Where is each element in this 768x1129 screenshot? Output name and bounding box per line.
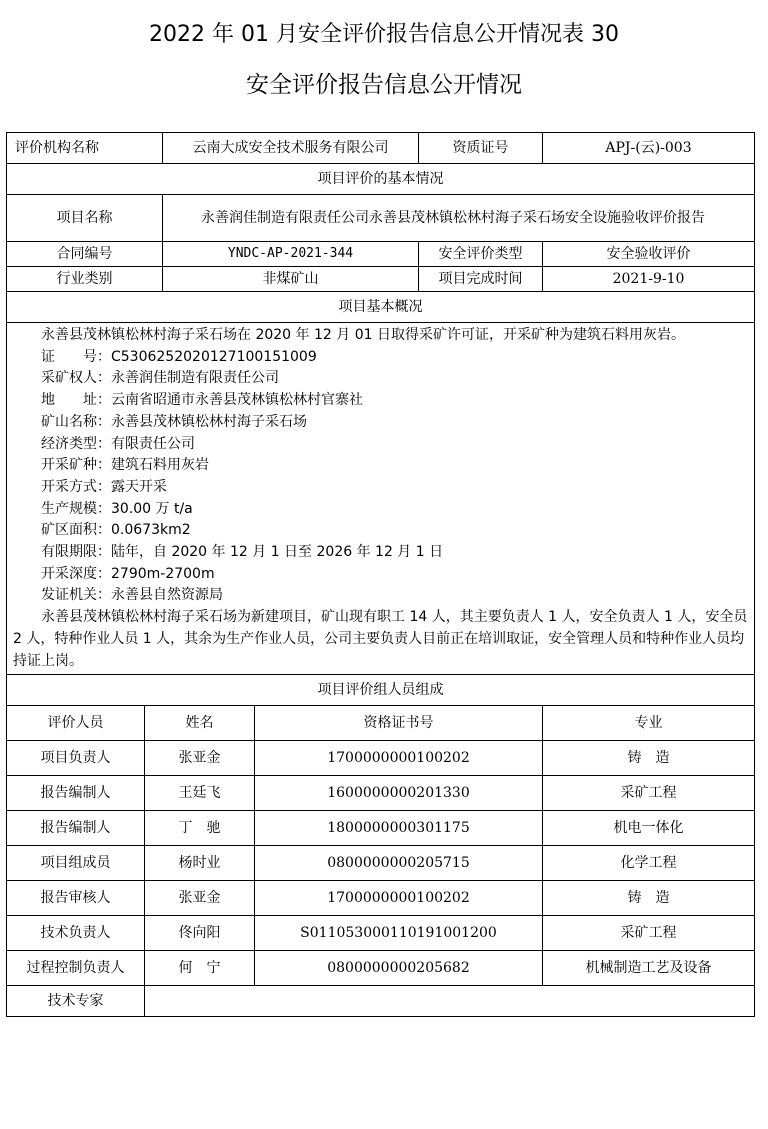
industry-value: 非煤矿山 [163,267,419,292]
overview-field: 经济类型：有限责任公司 [41,435,195,452]
team-cert: 0800000000205715 [255,846,543,881]
finish-label: 项目完成时间 [419,267,543,292]
team-role: 技术负责人 [7,916,145,951]
finish-value: 2021-9-10 [543,267,755,292]
team-section-row [7,675,755,706]
team-role: 报告编制人 [7,811,145,846]
team-header-name: 姓名 [145,706,255,741]
team-major: 机电一体化 [543,811,755,846]
overview-field: 证 号：C5306252020127100151009 [41,348,317,365]
overview-section-title: 项目基本概况 [7,292,755,323]
cert-label: 资质证号 [419,133,543,164]
team-major: 采矿工程 [543,776,755,811]
overview-intro: 永善县茂林镇松林村海子采石场在 2020 年 12 月 01 日取得采矿许可证，开采矿种为建筑石料用灰岩。 [41,327,685,343]
cert-value: APJ-(云)-003 [543,133,755,164]
overview-body-row [7,323,755,675]
org-row [7,133,755,164]
contract-label: 合同编号 [7,242,163,267]
document-title: 2022 年 01 月安全评价报告信息公开情况表 30 [149,22,619,47]
team-major: 铸 造 [543,881,755,916]
overview-field: 发证机关：永善县自然资源局 [41,587,223,604]
team-role: 项目负责人 [7,741,145,776]
team-row [7,846,755,881]
team-role: 项目组成员 [7,846,145,881]
disclosure-table [6,132,755,1017]
team-header-major: 专业 [543,706,755,741]
team-role: 过程控制负责人 [7,951,145,986]
expert-value [145,986,755,1017]
team-name: 王廷飞 [145,776,255,811]
org-value: 云南大成安全技术服务有限公司 [163,133,419,164]
team-cert: 1700000000100202 [255,881,543,916]
project-name-label: 项目名称 [7,195,163,242]
overview-field: 有限期限：陆年，自 2020 年 12 月 1 日至 2026 年 12 月 1 日 [41,544,444,561]
team-cert: 1700000000100202 [255,741,543,776]
overview-field: 开采深度：2790m-2700m [41,565,215,582]
contract-row [7,242,755,267]
overview-field: 地 址：云南省昭通市永善县茂林镇松林村官寨社 [41,392,363,409]
team-name: 张亚金 [145,881,255,916]
team-major: 化学工程 [543,846,755,881]
document-subtitle: 安全评价报告信息公开情况 [246,72,522,98]
team-header-cert: 资格证书号 [255,706,543,741]
team-row [7,776,755,811]
team-major: 机械制造工艺及设备 [543,951,755,986]
overview-summary: 永善县茂林镇松林村海子采石场为新建项目，矿山现有职工 14 人，其主要负责人 1 人，安全负责人 1 人，安全员 2 人，特种作业人员 1 人，其余为生产作业人员，公司主要负责人目前正在培训取证，安全管理人员和特种作业人员均持证上岗。 [13,609,748,669]
overview-field: 矿区面积：0.0673km2 [41,522,191,539]
overview-field: 生产规模：30.00 万 t/a [41,500,193,517]
team-row [7,881,755,916]
team-name: 张亚金 [145,741,255,776]
overview-field: 开采方式：露天开采 [41,478,167,495]
overview-field: 矿山名称：永善县茂林镇松林村海子采石场 [41,413,307,430]
expert-label: 技术专家 [7,986,145,1017]
team-row [7,811,755,846]
team-cert: 0800000000205682 [255,951,543,986]
project-name-value: 永善润佳制造有限责任公司永善县茂林镇松林村海子采石场安全设施验收评价报告 [163,195,755,242]
overview-field: 开采矿种：建筑石料用灰岩 [41,457,209,474]
org-label: 评价机构名称 [7,133,163,164]
eval-type-value: 安全验收评价 [543,242,755,267]
team-row [7,951,755,986]
basic-section-title: 项目评价的基本情况 [7,164,755,195]
team-row [7,741,755,776]
contract-value: YNDC-AP-2021-344 [163,242,419,267]
team-name: 杨时业 [145,846,255,881]
team-header-row [7,706,755,741]
team-header-role: 评价人员 [7,706,145,741]
project-name-row [7,195,755,242]
team-cert: S011053000110191001200 [255,916,543,951]
industry-label: 行业类别 [7,267,163,292]
team-role: 报告审核人 [7,881,145,916]
expert-row [7,986,755,1017]
team-major: 采矿工程 [543,916,755,951]
team-major: 铸 造 [543,741,755,776]
team-name: 丁 驰 [145,811,255,846]
team-section-title: 项目评价组人员组成 [7,675,755,706]
team-cert: 1600000000201330 [255,776,543,811]
team-row [7,916,755,951]
team-name: 佟向阳 [145,916,255,951]
team-cert: 1800000000301175 [255,811,543,846]
eval-type-label: 安全评价类型 [419,242,543,267]
team-role: 报告编制人 [7,776,145,811]
overview-section-row [7,292,755,323]
basic-section-row [7,164,755,195]
industry-row [7,267,755,292]
overview-body [7,323,755,675]
overview-field: 采矿权人：永善润佳制造有限责任公司 [41,370,279,387]
team-name: 何 宁 [145,951,255,986]
